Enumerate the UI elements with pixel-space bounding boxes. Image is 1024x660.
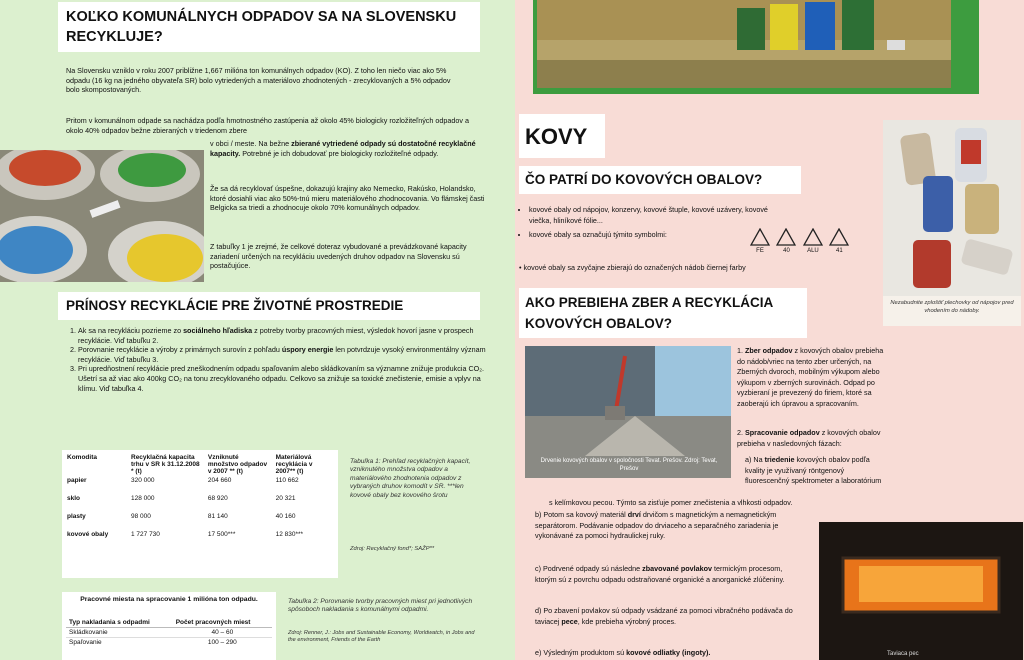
step-d-bold: pece	[561, 616, 578, 626]
paragraph-4: Z tabuľky 1 je zrejmé, že celkové doteraz vybudované a prevádzkované kapacity zariadení určených na recykláciu uvedených druhov odpadov na Slovensku sú postačujúce.	[210, 242, 467, 271]
recycle-symbols	[749, 228, 859, 257]
step-c-bold: zbavované povlakov	[642, 564, 712, 573]
benefit-item	[78, 345, 488, 364]
q2-title: AKO PREBIEHA ZBER A RECYKLÁCIA KOVOVÝCH OBALOV?	[525, 295, 773, 331]
benefit-text: Porovnanie recyklácie a výroby z primárnych surovín z pohľadu	[78, 345, 282, 355]
bins-field-photo	[537, 0, 951, 88]
table2-header-row	[66, 618, 272, 628]
table-row	[66, 628, 272, 638]
paragraph-2a: Pritom v komunálnom odpade sa nachádza podľa hmotnostného zastúpenia až okolo 45% biologicky rozložiteľných odpadov a okolo 40% odpadov bežne zbieraných v triedenom zbere	[66, 116, 469, 135]
table-cell: 128 000	[131, 495, 155, 502]
table2-caption: Tabuľka 2: Porovnanie tvorby pracovných miest pri jednotlivých spôsoboch nakladania s komunálnymi odpadmi.	[288, 598, 473, 614]
sorting-bins-photo	[0, 150, 204, 282]
table-cell: 204 660	[207, 477, 232, 484]
step-d-text: d) Po zbavení povlakov sú odpady vsádzané za pomoci vibračného podávača do taviacej	[535, 606, 793, 626]
bins-field-illustration	[537, 0, 951, 88]
recycle-triangle-icon	[775, 228, 797, 254]
step-1-text: z kovových obalov prebieha do nádob/vriec na tento zber určených, na Zberných dvoroch, mobilným výkupom alebo výkupom v zberných surovinách. Odpad po vyzbieraní je prevezený do firiem, ktoré sa zaoberajú ich úpravou a spracovaním.	[737, 346, 884, 408]
recycle-triangle-icon	[828, 228, 850, 254]
metal-bullets	[519, 204, 769, 253]
recycle-triangle-icon	[802, 228, 824, 254]
benefit-item: 3. Pri upredňostnení recyklácie pred zneškodnením odpadu spaľovaním alebo skládkovaním sa významne znižuje produkcia CO₂. Ušetrí sa až viac ako 400kg CO₂ na tonu zrecyklovaného odpadu. Celkovo sa znižuje sa toxické znečistenie, emisie a vplyv na klímu. Viď tabuľka 4.	[78, 364, 488, 393]
p2b-text: v obci / meste. Na bežne	[210, 139, 292, 148]
step-a-bold: triedenie	[764, 455, 795, 464]
bullet-text: kovové obaly sa zvyčajne zbierajú do označených nádob čiernej farby	[523, 263, 746, 272]
benefit-text-end: len potvrdzuje vysoký environmentálny význam recyklácie. Viď tabuľku 3.	[78, 345, 486, 364]
table-row	[64, 494, 336, 512]
table1-source: Zdroj: Recyklačný fond*; SAŽP**	[350, 546, 435, 552]
step-e-text: e) Výsledným produktom sú	[535, 648, 627, 657]
table1-caption: Tabuľka 1: Prehľad recyklačných kapacít, vzniknutého množstva odpadov a materiálového zhodnotenia odpadov z vybraných druhov komodít v SR. ***len kovové obaly bez kovového šrotu	[350, 458, 471, 499]
table-cell: 40 160	[275, 513, 296, 520]
p2b-bold: zbierané vytriedené odpady sú dostatočné recyklačné kapacity.	[210, 139, 476, 158]
bins-illustration	[0, 150, 204, 282]
cans-illustration	[883, 120, 1021, 296]
table2-header: Typ nakladania s odpadmi	[69, 619, 150, 626]
benefit-item	[78, 326, 488, 345]
table-cell: 17 500***	[207, 531, 236, 538]
benefit-text-end: z potreby tvorby pracovných miest, výsledok hovorí jasne v prospech recyklácie. Viď tabuľku 2.	[78, 326, 474, 345]
intro-paragraph: Na Slovensku vzniklo v roku 2007 približne 1,667 milióna ton komunálnych odpadov (KO). Z toho len niečo viac ako 5% odpadu (16 kg na jedného obyvateľa SR) bolo vytriedených a materiálovo zhodnotených - zrecyklovaných a 5% odpadov bolo skompostovaných.	[66, 66, 451, 95]
benefits-title: PRÍNOSY RECYKLÁCIE PRE ŽIVOTNÉ PROSTREDIE	[66, 298, 404, 313]
bullet-item-3: • kovové obaly sa zvyčajne zbierajú do označených nádob čiernej farby	[519, 263, 746, 272]
furnace-illustration	[819, 522, 1023, 660]
table-cell: 68 920	[207, 495, 228, 502]
benefits-list	[66, 326, 488, 393]
paragraph-2b	[210, 139, 480, 158]
recycle-triangle-icon	[749, 228, 771, 254]
benefit-text: Ak sa na recykláciu pozrieme zo	[78, 326, 184, 335]
photo-caption: Drvenie kovových obalov v spoločnosti Tevat. Prešov. Zdroj: Tevat, Prešov	[540, 458, 718, 472]
symbol-label: ALU	[807, 248, 819, 254]
furnace-photo	[819, 522, 1023, 660]
table1-header: Vzniknuté množstvo odpadov v 2007 ** (t)	[207, 454, 268, 475]
step-a-text: a) Na	[745, 455, 765, 464]
right-panel	[515, 0, 1024, 660]
step-2: 2. Spracovanie odpadov z kovových obalov prebieha v nasledovných fázach:	[737, 428, 881, 448]
cans-caption: Nezabudnite zploštiť plechovky od nápojov pred vhodením do nádoby.	[890, 300, 1014, 314]
step-e	[535, 648, 805, 659]
table-cell: sklo	[67, 495, 81, 502]
step-a	[745, 455, 887, 487]
kovy-title: KOVY	[525, 124, 588, 149]
benefit-bold: sociálneho hľadiska	[183, 326, 253, 335]
cans-photo	[883, 120, 1021, 296]
table-cell: 320 000	[131, 477, 155, 484]
table-cell: plasty	[67, 513, 86, 520]
step-b-text-end: drvičom s magnetickým a nemagnetickým separátorom. Podávanie odpadov do drviaceho a separačného zariadenia je vykonávané za pomoci hydraulickej ruky.	[535, 510, 779, 541]
table-cell: 1 727 730	[131, 531, 160, 538]
table2-source: Zdroj: Renner, J.: Jobs and Sustainable Economy, Worldwatch, in Jobs and the environment, Friends of the Earth	[288, 630, 475, 643]
step-d-text-end: , kde prebieha výrobný proces.	[577, 616, 677, 626]
step-b	[535, 510, 805, 542]
table-row	[64, 476, 336, 494]
table-cell: 20 321	[275, 495, 296, 502]
symbol-label: 40	[783, 248, 790, 254]
table-cell: Spaľovanie	[69, 639, 102, 646]
step-d	[535, 606, 805, 627]
step-1-bold: Zber odpadov	[745, 346, 793, 355]
section-title: KOĽKO KOMUNÁLNYCH ODPADOV SA NA SLOVENSKU RECYKLUJE?	[66, 9, 457, 45]
table-cell: 100 – 290	[207, 639, 237, 646]
table-cell: 98 000	[131, 513, 151, 520]
step-a-cont: s kelímkovou pecou. Týmto sa zisťuje pomer znečistenia a vlhkosti odpadov.	[549, 498, 793, 507]
table1-header: Recyklačná kapacita trhu v SR k 31.12.2008 * (t)	[131, 454, 200, 475]
table1-header: Materiálová recyklácia v 2007** (t)	[275, 454, 313, 475]
p2b-text-end: Potrebné je ich dobudovať pre biologicky rozložiteľné odpady.	[240, 148, 439, 158]
bullet-item: • kovové obaly sa označujú týmito symbolmi:	[529, 229, 769, 240]
table-2	[66, 618, 272, 647]
step-e-bold: kovové odliatky (ingoty).	[626, 648, 711, 657]
paragraph-3: Že sa dá recyklovať úspešne, dokazujú krajiny ako Nemecko, Rakúsko, Holandsko, ktoré dosiahli viac ako 50%-tnú mieru materiálového zhodnocovania. Vo flámskej časti Belgicka sa triedi a zhodnocuje okolo 70% komunálnych odpadov.	[210, 184, 485, 213]
benefit-bold: úspory energie	[281, 345, 334, 355]
step-a-text-end: kovových obalov podľa kvality je využívaný röntgenový fluorescenčný spektrometer a laboratórium	[745, 455, 882, 486]
table-cell: kovové obaly	[67, 531, 109, 538]
table-cell: 110 662	[275, 477, 299, 484]
table1-header: Komodita	[67, 454, 97, 461]
q1-title: ČO PATRÍ DO KOVOVÝCH OBALOV?	[525, 172, 763, 187]
table-cell: 81 140	[207, 513, 228, 520]
step-c-text: c) Podrvené odpady sú následne	[535, 564, 643, 573]
symbol-label: FE	[756, 248, 764, 254]
table2-title: Pracovné miesta na spracovanie 1 milióna ton odpadu.	[80, 596, 258, 603]
table2-header: Počet pracovných miest	[175, 619, 251, 626]
table-cell: 12 830***	[275, 531, 304, 538]
step-c-text-end: termickým procesom, ktorým sú z povrchu odpadu odstraňované organické a anorganické zlúčeniny.	[535, 564, 785, 584]
table-cell: 40 – 60	[211, 629, 234, 636]
step-c	[535, 564, 805, 585]
step-2-bold: Spracovanie odpadov	[745, 428, 820, 437]
symbol-label: 41	[836, 248, 843, 254]
table-row	[64, 512, 336, 530]
table-row	[66, 638, 272, 648]
table-row	[64, 530, 336, 548]
table1-header-row	[64, 453, 336, 476]
step-1: 1. Zber odpadov z kovových obalov prebieha do nádob/vriec na tento zber určených, na Zberných dvoroch, mobilným výkupom alebo výkupom v zberných surovinách. Odpad po vyzbieraní je prevezený do firiem, ktoré sa zaoberajú ich úpravou a spracovaním.	[737, 346, 884, 408]
step-b-text: b) Potom sa kovový materiál	[535, 510, 628, 519]
furnace-caption: Taviaca pec	[887, 651, 919, 657]
table-cell: Skládkovanie	[69, 629, 108, 636]
bullet-item: • kovové obaly od nápojov, konzervy, kovové štuple, kovové uzávery, kovové viečka, hliníkové fólie...	[529, 204, 769, 226]
step-2-text: z kovových obalov prebieha v nasledovných fázach:	[737, 428, 881, 448]
table-1	[64, 453, 336, 548]
table-cell: papier	[67, 477, 87, 484]
step-b-bold: drví	[627, 510, 641, 519]
